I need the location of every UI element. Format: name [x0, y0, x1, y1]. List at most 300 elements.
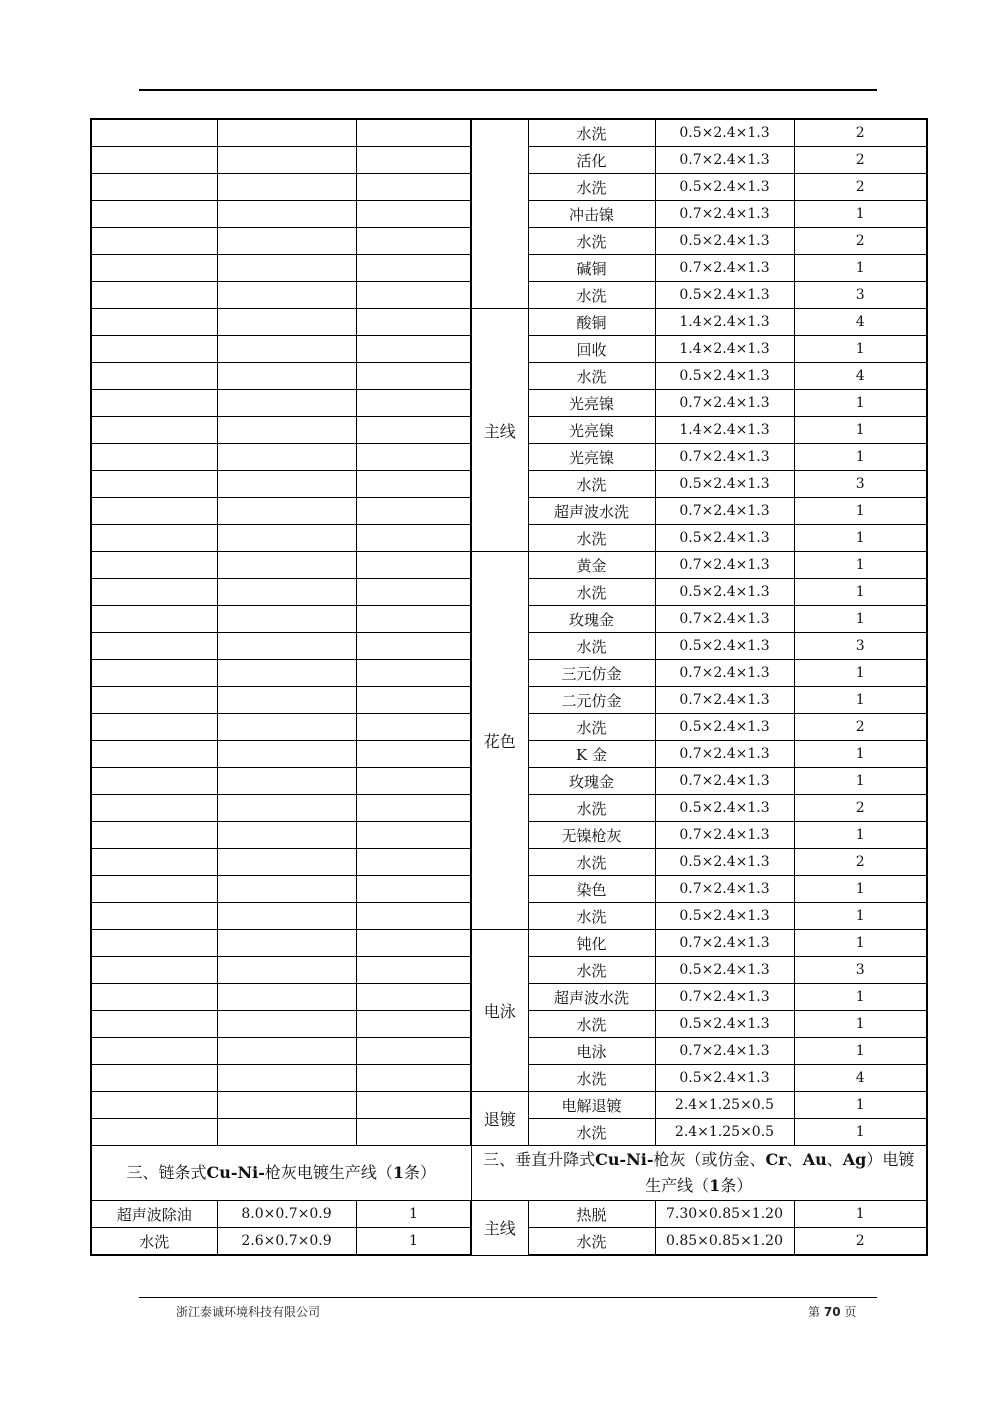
empty-cell [217, 768, 356, 795]
empty-cell [91, 255, 217, 282]
empty-cell [217, 606, 356, 633]
process-name: 冲击镍 [528, 201, 655, 228]
empty-cell [356, 660, 471, 687]
tank-count: 2 [794, 174, 927, 201]
left-empty-row [91, 741, 471, 768]
empty-cell [91, 984, 217, 1011]
process-row [471, 822, 927, 849]
left-empty-row [91, 525, 471, 552]
left-empty-row [91, 714, 471, 741]
process-name: 水洗 [528, 119, 655, 147]
tank-count: 1 [794, 255, 927, 282]
process-name: 电泳 [528, 1038, 655, 1065]
heading-fragment: 三、垂直升降式 [483, 1150, 596, 1169]
left-empty-row [91, 147, 471, 174]
empty-cell [91, 633, 217, 660]
tank-count: 1 [794, 417, 927, 444]
left-empty-row [91, 255, 471, 282]
empty-cell [91, 930, 217, 957]
tank-count: 1 [794, 444, 927, 471]
process-row [471, 201, 927, 228]
left-empty-row [91, 444, 471, 471]
empty-cell [91, 822, 217, 849]
heading-fragment: 1 [392, 1163, 404, 1182]
tank-dimension: 0.5×2.4×1.3 [655, 282, 794, 309]
empty-cell [91, 795, 217, 822]
tank-dimension: 1.4×2.4×1.3 [655, 309, 794, 336]
process-name: 水洗 [528, 525, 655, 552]
empty-cell [356, 1011, 471, 1038]
tank-count: 1 [794, 498, 927, 525]
empty-cell [356, 1092, 471, 1119]
process-row [471, 174, 927, 201]
left-empty-row [91, 1092, 471, 1119]
empty-cell [356, 417, 471, 444]
left-empty-row [91, 390, 471, 417]
process-row [471, 1038, 927, 1065]
empty-cell [356, 768, 471, 795]
tank-count: 4 [794, 1065, 927, 1092]
left-empty-row [91, 119, 471, 147]
tank-dimension: 0.5×2.4×1.3 [655, 363, 794, 390]
empty-cell [356, 471, 471, 498]
empty-cell [217, 255, 356, 282]
tank-dimension: 0.7×2.4×1.3 [655, 606, 794, 633]
left-empty-row [91, 768, 471, 795]
process-row [471, 525, 927, 552]
tank-dimension: 2.4×1.25×0.5 [655, 1092, 794, 1119]
tank-dimension: 0.7×2.4×1.3 [655, 984, 794, 1011]
left-empty-row [91, 957, 471, 984]
tank-dimension: 0.7×2.4×1.3 [655, 444, 794, 471]
footer-page-value: 70 [823, 1305, 841, 1319]
process-name: 三元仿金 [528, 660, 655, 687]
empty-cell [91, 309, 217, 336]
chain-line-row [91, 1228, 471, 1256]
heading-fragment: ）电镀生产线（ [645, 1150, 915, 1195]
empty-cell [356, 930, 471, 957]
tank-dimension: 0.5×2.4×1.3 [655, 471, 794, 498]
chain-line-row [91, 1201, 471, 1228]
tank-count: 1 [794, 579, 927, 606]
process-name: 光亮镍 [528, 390, 655, 417]
process-name: 水洗 [528, 903, 655, 930]
tank-dimension: 2.4×1.25×0.5 [655, 1119, 794, 1146]
empty-cell [217, 930, 356, 957]
empty-cell [217, 552, 356, 579]
tank-dimension: 0.7×2.4×1.3 [655, 768, 794, 795]
right-table [470, 118, 928, 1256]
empty-cell [217, 498, 356, 525]
vertical-line-row [471, 1228, 927, 1256]
empty-cell [217, 822, 356, 849]
footer-page-prefix: 第 [808, 1305, 821, 1319]
empty-cell [217, 633, 356, 660]
empty-cell [356, 525, 471, 552]
process-row [471, 984, 927, 1011]
empty-cell [91, 768, 217, 795]
tank-count: 1 [356, 1201, 471, 1228]
empty-cell [91, 282, 217, 309]
empty-cell [217, 903, 356, 930]
tank-dimension: 0.7×2.4×1.3 [655, 552, 794, 579]
tank-count: 1 [794, 930, 927, 957]
left-empty-row [91, 228, 471, 255]
footer-company: 浙江泰诚环境科技有限公司 [176, 1305, 321, 1319]
empty-cell [91, 1038, 217, 1065]
process-row [471, 228, 927, 255]
process-name: 热脱 [528, 1201, 655, 1228]
tank-dimension: 0.7×2.4×1.3 [655, 255, 794, 282]
tank-dimension: 0.5×2.4×1.3 [655, 119, 794, 147]
process-row [471, 795, 927, 822]
footer-page-number [808, 1303, 856, 1320]
tank-count: 4 [794, 309, 927, 336]
process-row [471, 957, 927, 984]
process-name: 染色 [528, 876, 655, 903]
empty-cell [91, 741, 217, 768]
empty-cell [91, 147, 217, 174]
group-label [471, 119, 528, 309]
empty-cell [356, 498, 471, 525]
process-name: 超声波除油 [91, 1201, 217, 1228]
left-empty-row [91, 606, 471, 633]
empty-cell [91, 119, 217, 147]
empty-cell [356, 174, 471, 201]
tank-dimension: 0.7×2.4×1.3 [655, 201, 794, 228]
empty-cell [91, 417, 217, 444]
empty-cell [217, 1011, 356, 1038]
process-name: 黄金 [528, 552, 655, 579]
empty-cell [356, 984, 471, 1011]
left-empty-row [91, 633, 471, 660]
header-rule [139, 89, 877, 91]
empty-cell [217, 471, 356, 498]
process-name: 水洗 [528, 174, 655, 201]
group-label: 电泳 [471, 930, 528, 1092]
empty-cell [91, 201, 217, 228]
empty-cell [356, 579, 471, 606]
process-row [471, 633, 927, 660]
process-name: 水洗 [528, 363, 655, 390]
empty-cell [217, 660, 356, 687]
empty-cell [356, 119, 471, 147]
empty-cell [356, 201, 471, 228]
process-name: 玫瑰金 [528, 768, 655, 795]
process-name: 回收 [528, 336, 655, 363]
process-name: 水洗 [528, 714, 655, 741]
tank-dimension: 0.7×2.4×1.3 [655, 147, 794, 174]
empty-cell [91, 660, 217, 687]
process-row [471, 282, 927, 309]
heading-fragment: Cu-Ni- [595, 1150, 654, 1169]
process-row [471, 1119, 927, 1146]
left-empty-row [91, 417, 471, 444]
heading-fragment: 、 [826, 1150, 843, 1169]
process-name: K 金 [528, 741, 655, 768]
tank-dimension: 0.5×2.4×1.3 [655, 795, 794, 822]
process-name: 钝化 [528, 930, 655, 957]
empty-cell [91, 579, 217, 606]
tank-count: 1 [794, 768, 927, 795]
process-name: 水洗 [528, 849, 655, 876]
tank-dimension: 1.4×2.4×1.3 [655, 336, 794, 363]
left-empty-row [91, 201, 471, 228]
tank-dimension: 0.7×2.4×1.3 [655, 876, 794, 903]
empty-cell [217, 795, 356, 822]
empty-cell [91, 174, 217, 201]
empty-cell [91, 687, 217, 714]
left-empty-row [91, 903, 471, 930]
left-empty-row [91, 1119, 471, 1146]
heading-fragment: 枪灰电镀生产线（ [264, 1163, 393, 1182]
tank-count: 1 [794, 1011, 927, 1038]
empty-cell [356, 552, 471, 579]
empty-cell [91, 714, 217, 741]
tank-dimension: 0.5×2.4×1.3 [655, 579, 794, 606]
tank-count: 1 [794, 606, 927, 633]
empty-cell [91, 1092, 217, 1119]
empty-cell [217, 579, 356, 606]
empty-cell [91, 525, 217, 552]
process-name: 水洗 [528, 957, 655, 984]
process-name: 水洗 [528, 1011, 655, 1038]
empty-cell [91, 390, 217, 417]
empty-cell [356, 795, 471, 822]
empty-cell [356, 282, 471, 309]
tank-count: 2 [794, 795, 927, 822]
tank-count: 1 [794, 876, 927, 903]
left-empty-row [91, 1065, 471, 1092]
heading-fragment: 枪灰（或仿金、 [653, 1150, 766, 1169]
process-name: 水洗 [528, 228, 655, 255]
process-row [471, 714, 927, 741]
empty-cell [91, 876, 217, 903]
heading-fragment: 、 [786, 1150, 803, 1169]
tank-count: 1 [794, 390, 927, 417]
empty-cell [217, 1119, 356, 1146]
empty-cell [356, 228, 471, 255]
empty-cell [356, 1119, 471, 1146]
left-empty-row [91, 984, 471, 1011]
empty-cell [91, 903, 217, 930]
left-empty-row [91, 336, 471, 363]
empty-cell [91, 1119, 217, 1146]
empty-cell [91, 471, 217, 498]
process-row [471, 498, 927, 525]
group-label: 花色 [471, 552, 528, 930]
section-heading-row [91, 1146, 471, 1201]
process-name: 水洗 [528, 1065, 655, 1092]
tank-count: 3 [794, 633, 927, 660]
empty-cell [356, 390, 471, 417]
empty-cell [91, 336, 217, 363]
empty-cell [356, 687, 471, 714]
empty-cell [217, 525, 356, 552]
left-empty-row [91, 282, 471, 309]
process-name: 电解退镀 [528, 1092, 655, 1119]
process-row [471, 147, 927, 174]
left-empty-row [91, 1038, 471, 1065]
heading-fragment: Au [802, 1150, 827, 1169]
left-empty-row [91, 930, 471, 957]
left-table [90, 118, 472, 1256]
empty-cell [356, 309, 471, 336]
tank-count: 1 [356, 1228, 471, 1256]
tank-dimension: 0.5×2.4×1.3 [655, 1065, 794, 1092]
process-row [471, 552, 927, 579]
tank-dimension: 0.5×2.4×1.3 [655, 903, 794, 930]
process-name: 光亮镍 [528, 417, 655, 444]
tank-count: 1 [794, 1038, 927, 1065]
process-name: 水洗 [528, 282, 655, 309]
tank-count: 1 [794, 1201, 927, 1228]
tank-count: 1 [794, 1092, 927, 1119]
heading-fragment: 条） [720, 1176, 753, 1195]
process-row [471, 336, 927, 363]
empty-cell [217, 984, 356, 1011]
process-row [471, 1092, 927, 1119]
empty-cell [217, 849, 356, 876]
empty-cell [91, 552, 217, 579]
left-empty-row [91, 1011, 471, 1038]
left-empty-row [91, 309, 471, 336]
empty-cell [356, 876, 471, 903]
empty-cell [356, 1038, 471, 1065]
tank-dimension: 1.4×2.4×1.3 [655, 417, 794, 444]
empty-cell [91, 444, 217, 471]
tank-dimension: 0.85×0.85×1.20 [655, 1228, 794, 1256]
tank-count: 1 [794, 525, 927, 552]
group-label: 退镀 [471, 1092, 528, 1146]
empty-cell [356, 714, 471, 741]
left-table-body [91, 119, 471, 1255]
empty-cell [217, 1038, 356, 1065]
tank-dimension: 0.5×2.4×1.3 [655, 525, 794, 552]
tank-count: 1 [794, 687, 927, 714]
left-empty-row [91, 498, 471, 525]
left-empty-row [91, 876, 471, 903]
left-empty-row [91, 822, 471, 849]
tank-count: 1 [794, 336, 927, 363]
process-row [471, 741, 927, 768]
left-empty-row [91, 174, 471, 201]
tank-dimension: 0.7×2.4×1.3 [655, 741, 794, 768]
empty-cell [356, 444, 471, 471]
empty-cell [217, 201, 356, 228]
tank-dimension: 8.0×0.7×0.9 [217, 1201, 356, 1228]
heading-fragment: Cu-Ni- [206, 1163, 265, 1182]
empty-cell [356, 822, 471, 849]
empty-cell [91, 606, 217, 633]
heading-fragment: 1 [709, 1176, 721, 1195]
tank-count: 3 [794, 957, 927, 984]
process-row [471, 1011, 927, 1038]
process-row [471, 255, 927, 282]
process-row [471, 579, 927, 606]
tank-count: 2 [794, 714, 927, 741]
empty-cell [91, 849, 217, 876]
left-empty-row [91, 552, 471, 579]
empty-cell [217, 228, 356, 255]
empty-cell [217, 714, 356, 741]
process-name: 水洗 [528, 795, 655, 822]
left-empty-row [91, 363, 471, 390]
empty-cell [217, 309, 356, 336]
empty-cell [356, 849, 471, 876]
empty-cell [356, 957, 471, 984]
empty-cell [217, 147, 356, 174]
empty-cell [217, 174, 356, 201]
tank-count: 2 [794, 228, 927, 255]
empty-cell [91, 363, 217, 390]
left-empty-row [91, 579, 471, 606]
tank-count: 1 [794, 1119, 927, 1146]
heading-fragment: Ag [842, 1150, 867, 1169]
empty-cell [217, 119, 356, 147]
tank-count: 1 [794, 552, 927, 579]
process-row [471, 309, 927, 336]
empty-cell [356, 147, 471, 174]
process-row [471, 606, 927, 633]
group-label: 主线 [471, 309, 528, 552]
tank-dimension: 0.7×2.4×1.3 [655, 660, 794, 687]
process-row [471, 390, 927, 417]
process-name: 水洗 [528, 1119, 655, 1146]
right-table-body [471, 119, 927, 1255]
empty-cell [356, 903, 471, 930]
section-heading-left [91, 1146, 471, 1201]
left-empty-row [91, 660, 471, 687]
tank-dimension: 0.7×2.4×1.3 [655, 1038, 794, 1065]
tank-count: 4 [794, 363, 927, 390]
process-name: 二元仿金 [528, 687, 655, 714]
footer-page-suffix: 页 [844, 1305, 857, 1319]
process-row [471, 444, 927, 471]
footer-rule [139, 1297, 877, 1298]
process-row [471, 363, 927, 390]
process-row [471, 687, 927, 714]
empty-cell [356, 336, 471, 363]
tank-count: 2 [794, 119, 927, 147]
process-name: 超声波水洗 [528, 984, 655, 1011]
tank-count: 1 [794, 984, 927, 1011]
process-row [471, 903, 927, 930]
tank-dimension: 0.7×2.4×1.3 [655, 822, 794, 849]
process-row [471, 471, 927, 498]
tank-dimension: 2.6×0.7×0.9 [217, 1228, 356, 1256]
empty-cell [217, 687, 356, 714]
section-heading-right [471, 1146, 927, 1201]
tank-dimension: 0.5×2.4×1.3 [655, 957, 794, 984]
empty-cell [217, 957, 356, 984]
heading-fragment: Cr [765, 1150, 787, 1169]
tank-dimension: 0.7×2.4×1.3 [655, 498, 794, 525]
process-name: 无镍枪灰 [528, 822, 655, 849]
process-row [471, 1065, 927, 1092]
empty-cell [91, 228, 217, 255]
left-empty-row [91, 849, 471, 876]
process-row [471, 876, 927, 903]
empty-cell [356, 1065, 471, 1092]
tank-dimension: 0.7×2.4×1.3 [655, 687, 794, 714]
process-row [471, 660, 927, 687]
left-empty-row [91, 471, 471, 498]
process-name: 水洗 [528, 471, 655, 498]
group-label: 主线 [471, 1201, 528, 1256]
tank-count: 3 [794, 282, 927, 309]
tank-dimension: 0.5×2.4×1.3 [655, 228, 794, 255]
